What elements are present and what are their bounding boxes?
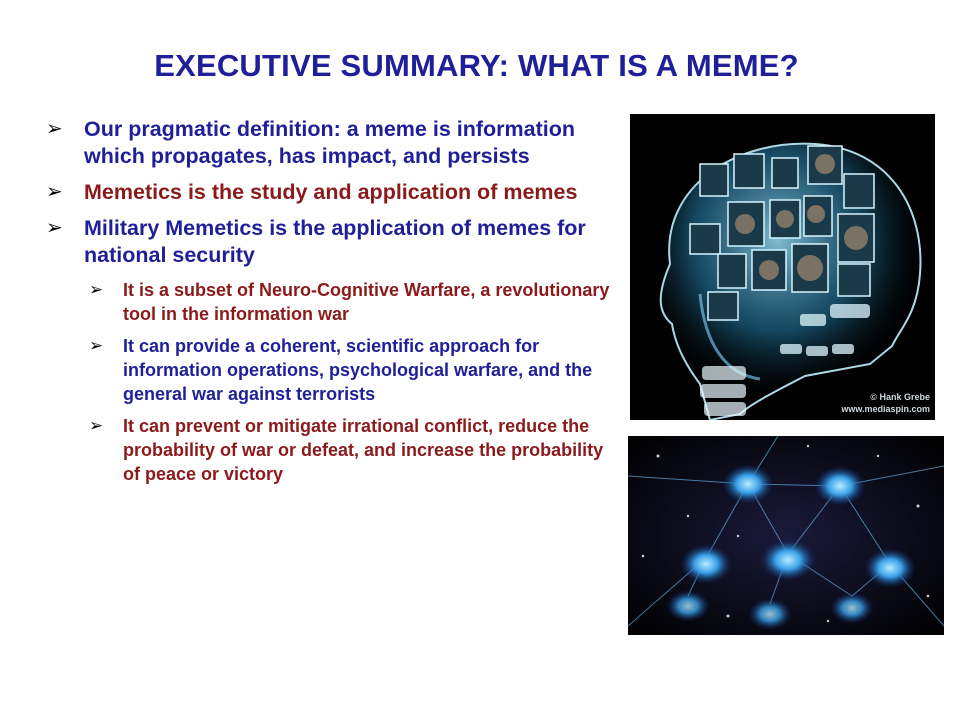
bullet-item — [46, 116, 621, 170]
arrow-bullet-icon: ➢ — [46, 181, 63, 203]
arrow-bullet-icon: ➢ — [89, 416, 104, 435]
bullet-text: It can prevent or mitigate irrational conflict, reduce the probability of war or defeat, and increase the probability of peace or victory — [123, 416, 604, 484]
slide-title: EXECUTIVE SUMMARY: WHAT IS A MEME? — [154, 48, 799, 83]
arrow-bullet-icon: ➢ — [46, 118, 63, 140]
arrow-bullet-icon: ➢ — [46, 217, 63, 239]
bullet-text: It is a subset of Neuro-Cognitive Warfare, a revolutionary tool in the information war — [123, 280, 610, 324]
neural-network-brains-image — [628, 436, 944, 635]
bullet-text: Military Memetics is the application of memes for national security — [84, 216, 586, 267]
bullet-text: Our pragmatic definition: a meme is information which propagates, has impact, and persists — [84, 117, 575, 168]
sub-bullet-item — [89, 334, 621, 406]
bullet-item — [46, 179, 621, 206]
sub-bullet-item — [89, 414, 621, 486]
bullet-text: Memetics is the study and application of memes — [84, 180, 578, 204]
photo-credit: © Hank Grebe — [870, 392, 930, 402]
bullet-item — [46, 215, 621, 269]
arrow-bullet-icon: ➢ — [89, 336, 104, 355]
skull-brain-photo — [630, 114, 935, 420]
photo-credit-url: www.mediaspin.com — [841, 404, 930, 414]
sub-bullet-item — [89, 278, 621, 326]
bullet-list — [46, 116, 621, 494]
arrow-bullet-icon: ➢ — [89, 280, 104, 299]
bullet-text: It can provide a coherent, scientific approach for information operations, psychological warfare, and the general war against terrorists — [123, 336, 593, 404]
